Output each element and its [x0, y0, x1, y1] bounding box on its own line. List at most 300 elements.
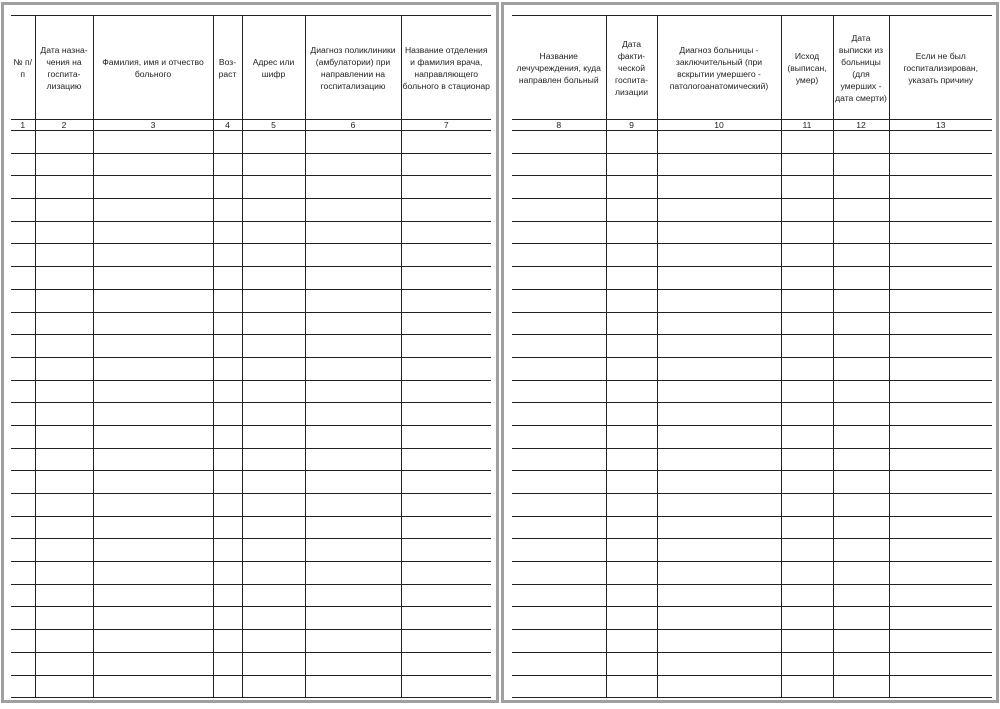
- blank-cell[interactable]: [781, 448, 833, 471]
- blank-cell[interactable]: [401, 289, 491, 312]
- blank-cell[interactable]: [833, 675, 889, 698]
- blank-cell[interactable]: [242, 607, 305, 630]
- blank-cell[interactable]: [213, 335, 242, 358]
- blank-cell[interactable]: [401, 312, 491, 335]
- blank-cell[interactable]: [305, 244, 401, 267]
- blank-cell[interactable]: [606, 494, 657, 517]
- blank-cell[interactable]: [657, 675, 781, 698]
- blank-cell[interactable]: [305, 199, 401, 222]
- blank-cell[interactable]: [781, 630, 833, 653]
- blank-cell[interactable]: [213, 380, 242, 403]
- blank-cell[interactable]: [512, 630, 606, 653]
- blank-cell[interactable]: [93, 675, 213, 698]
- blank-cell[interactable]: [889, 312, 992, 335]
- blank-cell[interactable]: [35, 312, 93, 335]
- blank-cell[interactable]: [305, 607, 401, 630]
- blank-cell[interactable]: [606, 357, 657, 380]
- blank-cell[interactable]: [11, 335, 35, 358]
- blank-cell[interactable]: [781, 335, 833, 358]
- blank-cell[interactable]: [889, 675, 992, 698]
- blank-cell[interactable]: [35, 267, 93, 290]
- blank-cell[interactable]: [213, 494, 242, 517]
- blank-cell[interactable]: [93, 516, 213, 539]
- blank-cell[interactable]: [833, 380, 889, 403]
- blank-cell[interactable]: [781, 675, 833, 698]
- blank-cell[interactable]: [889, 221, 992, 244]
- blank-cell[interactable]: [93, 153, 213, 176]
- blank-cell[interactable]: [833, 267, 889, 290]
- blank-cell[interactable]: [93, 131, 213, 154]
- blank-cell[interactable]: [11, 199, 35, 222]
- blank-cell[interactable]: [606, 448, 657, 471]
- blank-cell[interactable]: [213, 403, 242, 426]
- blank-cell[interactable]: [401, 335, 491, 358]
- blank-cell[interactable]: [213, 630, 242, 653]
- blank-cell[interactable]: [213, 448, 242, 471]
- blank-cell[interactable]: [833, 335, 889, 358]
- blank-cell[interactable]: [11, 312, 35, 335]
- blank-cell[interactable]: [213, 425, 242, 448]
- blank-cell[interactable]: [93, 244, 213, 267]
- blank-cell[interactable]: [401, 199, 491, 222]
- blank-cell[interactable]: [11, 607, 35, 630]
- blank-cell[interactable]: [242, 199, 305, 222]
- blank-cell[interactable]: [401, 244, 491, 267]
- blank-cell[interactable]: [657, 471, 781, 494]
- blank-cell[interactable]: [512, 584, 606, 607]
- blank-cell[interactable]: [305, 221, 401, 244]
- blank-cell[interactable]: [401, 448, 491, 471]
- blank-cell[interactable]: [657, 131, 781, 154]
- blank-cell[interactable]: [889, 539, 992, 562]
- blank-cell[interactable]: [833, 403, 889, 426]
- blank-cell[interactable]: [781, 652, 833, 675]
- blank-cell[interactable]: [93, 357, 213, 380]
- blank-cell[interactable]: [781, 176, 833, 199]
- blank-cell[interactable]: [606, 153, 657, 176]
- blank-cell[interactable]: [242, 403, 305, 426]
- blank-cell[interactable]: [35, 221, 93, 244]
- blank-cell[interactable]: [833, 221, 889, 244]
- blank-cell[interactable]: [512, 312, 606, 335]
- blank-cell[interactable]: [11, 289, 35, 312]
- blank-cell[interactable]: [781, 267, 833, 290]
- blank-cell[interactable]: [35, 562, 93, 585]
- blank-cell[interactable]: [889, 471, 992, 494]
- blank-cell[interactable]: [657, 199, 781, 222]
- blank-cell[interactable]: [213, 221, 242, 244]
- blank-cell[interactable]: [781, 494, 833, 517]
- blank-cell[interactable]: [781, 199, 833, 222]
- blank-cell[interactable]: [512, 471, 606, 494]
- blank-cell[interactable]: [512, 335, 606, 358]
- blank-cell[interactable]: [11, 584, 35, 607]
- blank-cell[interactable]: [93, 221, 213, 244]
- blank-cell[interactable]: [401, 562, 491, 585]
- blank-cell[interactable]: [242, 675, 305, 698]
- blank-cell[interactable]: [93, 562, 213, 585]
- blank-cell[interactable]: [781, 244, 833, 267]
- blank-cell[interactable]: [35, 153, 93, 176]
- blank-cell[interactable]: [606, 289, 657, 312]
- blank-cell[interactable]: [833, 539, 889, 562]
- blank-cell[interactable]: [35, 516, 93, 539]
- blank-cell[interactable]: [305, 584, 401, 607]
- blank-cell[interactable]: [512, 652, 606, 675]
- blank-cell[interactable]: [833, 471, 889, 494]
- blank-cell[interactable]: [512, 357, 606, 380]
- blank-cell[interactable]: [11, 153, 35, 176]
- blank-cell[interactable]: [242, 562, 305, 585]
- blank-cell[interactable]: [242, 267, 305, 290]
- blank-cell[interactable]: [11, 380, 35, 403]
- blank-cell[interactable]: [889, 425, 992, 448]
- blank-cell[interactable]: [35, 539, 93, 562]
- blank-cell[interactable]: [305, 153, 401, 176]
- blank-cell[interactable]: [512, 425, 606, 448]
- blank-cell[interactable]: [11, 425, 35, 448]
- blank-cell[interactable]: [213, 607, 242, 630]
- blank-cell[interactable]: [781, 539, 833, 562]
- blank-cell[interactable]: [512, 607, 606, 630]
- blank-cell[interactable]: [401, 153, 491, 176]
- blank-cell[interactable]: [11, 176, 35, 199]
- blank-cell[interactable]: [889, 494, 992, 517]
- blank-cell[interactable]: [606, 516, 657, 539]
- blank-cell[interactable]: [401, 584, 491, 607]
- blank-cell[interactable]: [305, 675, 401, 698]
- blank-cell[interactable]: [35, 335, 93, 358]
- blank-cell[interactable]: [606, 630, 657, 653]
- blank-cell[interactable]: [401, 630, 491, 653]
- blank-cell[interactable]: [305, 425, 401, 448]
- blank-cell[interactable]: [606, 221, 657, 244]
- blank-cell[interactable]: [512, 539, 606, 562]
- blank-cell[interactable]: [401, 403, 491, 426]
- blank-cell[interactable]: [11, 630, 35, 653]
- blank-cell[interactable]: [889, 153, 992, 176]
- blank-cell[interactable]: [657, 516, 781, 539]
- blank-cell[interactable]: [93, 403, 213, 426]
- blank-cell[interactable]: [305, 403, 401, 426]
- blank-cell[interactable]: [242, 425, 305, 448]
- blank-cell[interactable]: [512, 176, 606, 199]
- blank-cell[interactable]: [657, 494, 781, 517]
- blank-cell[interactable]: [11, 494, 35, 517]
- blank-cell[interactable]: [35, 630, 93, 653]
- blank-cell[interactable]: [606, 471, 657, 494]
- blank-cell[interactable]: [606, 562, 657, 585]
- blank-cell[interactable]: [401, 380, 491, 403]
- blank-cell[interactable]: [512, 516, 606, 539]
- blank-cell[interactable]: [512, 562, 606, 585]
- blank-cell[interactable]: [606, 335, 657, 358]
- blank-cell[interactable]: [833, 448, 889, 471]
- blank-cell[interactable]: [305, 448, 401, 471]
- blank-cell[interactable]: [512, 494, 606, 517]
- blank-cell[interactable]: [781, 584, 833, 607]
- blank-cell[interactable]: [213, 539, 242, 562]
- blank-cell[interactable]: [93, 471, 213, 494]
- blank-cell[interactable]: [305, 131, 401, 154]
- blank-cell[interactable]: [35, 131, 93, 154]
- blank-cell[interactable]: [401, 221, 491, 244]
- blank-cell[interactable]: [93, 425, 213, 448]
- blank-cell[interactable]: [93, 380, 213, 403]
- blank-cell[interactable]: [889, 335, 992, 358]
- blank-cell[interactable]: [606, 199, 657, 222]
- blank-cell[interactable]: [657, 221, 781, 244]
- blank-cell[interactable]: [833, 494, 889, 517]
- blank-cell[interactable]: [512, 675, 606, 698]
- blank-cell[interactable]: [657, 153, 781, 176]
- blank-cell[interactable]: [93, 312, 213, 335]
- blank-cell[interactable]: [512, 403, 606, 426]
- blank-cell[interactable]: [781, 425, 833, 448]
- blank-cell[interactable]: [657, 244, 781, 267]
- blank-cell[interactable]: [35, 607, 93, 630]
- blank-cell[interactable]: [512, 448, 606, 471]
- blank-cell[interactable]: [781, 289, 833, 312]
- blank-cell[interactable]: [213, 267, 242, 290]
- blank-cell[interactable]: [305, 652, 401, 675]
- blank-cell[interactable]: [401, 357, 491, 380]
- blank-cell[interactable]: [11, 131, 35, 154]
- blank-cell[interactable]: [305, 539, 401, 562]
- blank-cell[interactable]: [305, 562, 401, 585]
- blank-cell[interactable]: [93, 607, 213, 630]
- blank-cell[interactable]: [213, 652, 242, 675]
- blank-cell[interactable]: [213, 584, 242, 607]
- blank-cell[interactable]: [606, 403, 657, 426]
- blank-cell[interactable]: [889, 289, 992, 312]
- blank-cell[interactable]: [833, 289, 889, 312]
- blank-cell[interactable]: [657, 539, 781, 562]
- blank-cell[interactable]: [213, 357, 242, 380]
- blank-cell[interactable]: [512, 380, 606, 403]
- blank-cell[interactable]: [242, 312, 305, 335]
- blank-cell[interactable]: [305, 471, 401, 494]
- blank-cell[interactable]: [781, 562, 833, 585]
- blank-cell[interactable]: [606, 380, 657, 403]
- blank-cell[interactable]: [401, 425, 491, 448]
- blank-cell[interactable]: [242, 630, 305, 653]
- blank-cell[interactable]: [889, 176, 992, 199]
- blank-cell[interactable]: [401, 494, 491, 517]
- blank-cell[interactable]: [213, 199, 242, 222]
- blank-cell[interactable]: [781, 380, 833, 403]
- blank-cell[interactable]: [11, 652, 35, 675]
- blank-cell[interactable]: [213, 244, 242, 267]
- blank-cell[interactable]: [11, 403, 35, 426]
- blank-cell[interactable]: [242, 448, 305, 471]
- blank-cell[interactable]: [512, 221, 606, 244]
- blank-cell[interactable]: [833, 153, 889, 176]
- blank-cell[interactable]: [401, 675, 491, 698]
- blank-cell[interactable]: [781, 607, 833, 630]
- blank-cell[interactable]: [657, 562, 781, 585]
- blank-cell[interactable]: [242, 380, 305, 403]
- blank-cell[interactable]: [512, 244, 606, 267]
- blank-cell[interactable]: [512, 153, 606, 176]
- blank-cell[interactable]: [213, 516, 242, 539]
- blank-cell[interactable]: [35, 652, 93, 675]
- blank-cell[interactable]: [401, 652, 491, 675]
- blank-cell[interactable]: [833, 131, 889, 154]
- blank-cell[interactable]: [512, 199, 606, 222]
- blank-cell[interactable]: [35, 244, 93, 267]
- blank-cell[interactable]: [889, 516, 992, 539]
- blank-cell[interactable]: [657, 289, 781, 312]
- blank-cell[interactable]: [606, 176, 657, 199]
- blank-cell[interactable]: [606, 267, 657, 290]
- blank-cell[interactable]: [889, 403, 992, 426]
- blank-cell[interactable]: [833, 176, 889, 199]
- blank-cell[interactable]: [242, 131, 305, 154]
- blank-cell[interactable]: [93, 267, 213, 290]
- blank-cell[interactable]: [657, 607, 781, 630]
- blank-cell[interactable]: [657, 403, 781, 426]
- blank-cell[interactable]: [833, 630, 889, 653]
- blank-cell[interactable]: [606, 131, 657, 154]
- blank-cell[interactable]: [93, 199, 213, 222]
- blank-cell[interactable]: [889, 199, 992, 222]
- blank-cell[interactable]: [93, 448, 213, 471]
- blank-cell[interactable]: [213, 153, 242, 176]
- blank-cell[interactable]: [305, 267, 401, 290]
- blank-cell[interactable]: [11, 244, 35, 267]
- blank-cell[interactable]: [401, 131, 491, 154]
- blank-cell[interactable]: [512, 267, 606, 290]
- blank-cell[interactable]: [242, 516, 305, 539]
- blank-cell[interactable]: [35, 176, 93, 199]
- blank-cell[interactable]: [11, 448, 35, 471]
- blank-cell[interactable]: [305, 357, 401, 380]
- blank-cell[interactable]: [512, 131, 606, 154]
- blank-cell[interactable]: [889, 652, 992, 675]
- blank-cell[interactable]: [35, 289, 93, 312]
- blank-cell[interactable]: [401, 267, 491, 290]
- blank-cell[interactable]: [657, 448, 781, 471]
- blank-cell[interactable]: [401, 607, 491, 630]
- blank-cell[interactable]: [213, 312, 242, 335]
- blank-cell[interactable]: [781, 357, 833, 380]
- blank-cell[interactable]: [889, 380, 992, 403]
- blank-cell[interactable]: [606, 584, 657, 607]
- blank-cell[interactable]: [657, 357, 781, 380]
- blank-cell[interactable]: [606, 607, 657, 630]
- blank-cell[interactable]: [889, 131, 992, 154]
- blank-cell[interactable]: [93, 494, 213, 517]
- blank-cell[interactable]: [657, 584, 781, 607]
- blank-cell[interactable]: [781, 516, 833, 539]
- blank-cell[interactable]: [889, 562, 992, 585]
- blank-cell[interactable]: [305, 630, 401, 653]
- blank-cell[interactable]: [889, 607, 992, 630]
- blank-cell[interactable]: [11, 357, 35, 380]
- blank-cell[interactable]: [242, 584, 305, 607]
- blank-cell[interactable]: [305, 494, 401, 517]
- blank-cell[interactable]: [833, 516, 889, 539]
- blank-cell[interactable]: [889, 584, 992, 607]
- blank-cell[interactable]: [213, 675, 242, 698]
- blank-cell[interactable]: [401, 471, 491, 494]
- blank-cell[interactable]: [606, 652, 657, 675]
- blank-cell[interactable]: [11, 267, 35, 290]
- blank-cell[interactable]: [889, 357, 992, 380]
- blank-cell[interactable]: [242, 652, 305, 675]
- blank-cell[interactable]: [833, 652, 889, 675]
- blank-cell[interactable]: [305, 335, 401, 358]
- blank-cell[interactable]: [305, 516, 401, 539]
- blank-cell[interactable]: [35, 494, 93, 517]
- blank-cell[interactable]: [657, 267, 781, 290]
- blank-cell[interactable]: [606, 539, 657, 562]
- blank-cell[interactable]: [35, 357, 93, 380]
- blank-cell[interactable]: [93, 176, 213, 199]
- blank-cell[interactable]: [11, 471, 35, 494]
- blank-cell[interactable]: [305, 312, 401, 335]
- blank-cell[interactable]: [35, 584, 93, 607]
- blank-cell[interactable]: [242, 539, 305, 562]
- blank-cell[interactable]: [606, 675, 657, 698]
- blank-cell[interactable]: [93, 335, 213, 358]
- blank-cell[interactable]: [213, 176, 242, 199]
- blank-cell[interactable]: [11, 675, 35, 698]
- blank-cell[interactable]: [35, 403, 93, 426]
- blank-cell[interactable]: [93, 584, 213, 607]
- blank-cell[interactable]: [305, 380, 401, 403]
- blank-cell[interactable]: [242, 471, 305, 494]
- blank-cell[interactable]: [657, 176, 781, 199]
- blank-cell[interactable]: [781, 221, 833, 244]
- blank-cell[interactable]: [35, 448, 93, 471]
- blank-cell[interactable]: [242, 176, 305, 199]
- blank-cell[interactable]: [889, 244, 992, 267]
- blank-cell[interactable]: [657, 425, 781, 448]
- blank-cell[interactable]: [657, 630, 781, 653]
- blank-cell[interactable]: [833, 562, 889, 585]
- blank-cell[interactable]: [213, 131, 242, 154]
- blank-cell[interactable]: [213, 471, 242, 494]
- blank-cell[interactable]: [401, 539, 491, 562]
- blank-cell[interactable]: [11, 562, 35, 585]
- blank-cell[interactable]: [606, 244, 657, 267]
- blank-cell[interactable]: [242, 335, 305, 358]
- blank-cell[interactable]: [93, 289, 213, 312]
- blank-cell[interactable]: [657, 335, 781, 358]
- blank-cell[interactable]: [35, 675, 93, 698]
- blank-cell[interactable]: [833, 357, 889, 380]
- blank-cell[interactable]: [242, 244, 305, 267]
- blank-cell[interactable]: [242, 494, 305, 517]
- blank-cell[interactable]: [93, 539, 213, 562]
- blank-cell[interactable]: [11, 221, 35, 244]
- blank-cell[interactable]: [889, 630, 992, 653]
- blank-cell[interactable]: [606, 425, 657, 448]
- blank-cell[interactable]: [35, 199, 93, 222]
- blank-cell[interactable]: [512, 289, 606, 312]
- blank-cell[interactable]: [213, 562, 242, 585]
- blank-cell[interactable]: [781, 312, 833, 335]
- blank-cell[interactable]: [781, 153, 833, 176]
- blank-cell[interactable]: [781, 131, 833, 154]
- blank-cell[interactable]: [833, 199, 889, 222]
- blank-cell[interactable]: [889, 267, 992, 290]
- blank-cell[interactable]: [833, 607, 889, 630]
- blank-cell[interactable]: [35, 425, 93, 448]
- blank-cell[interactable]: [833, 584, 889, 607]
